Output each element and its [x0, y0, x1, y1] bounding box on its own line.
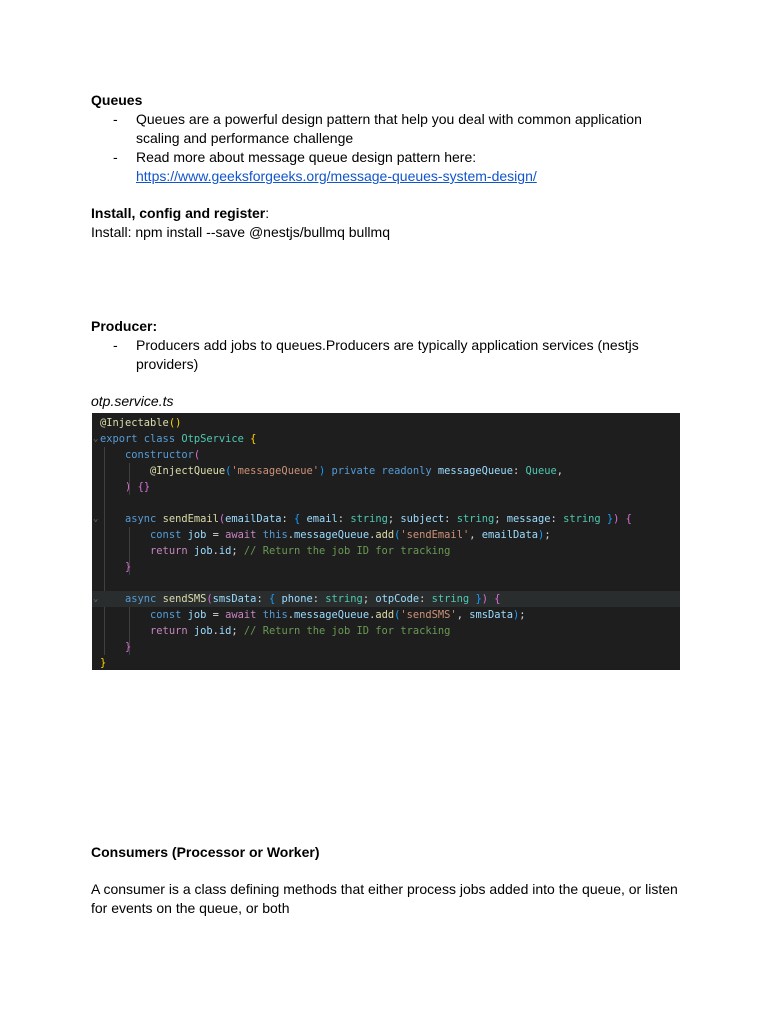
code-line [92, 655, 680, 670]
code-token: ; [231, 625, 244, 637]
code-token: : [444, 513, 457, 525]
code-token: otpCode [375, 593, 420, 605]
code-token: ) [318, 465, 326, 477]
code-token: ( [218, 513, 226, 525]
code-token: string [431, 593, 470, 605]
code-line [92, 511, 680, 527]
code-token [100, 641, 125, 653]
code-token: = [206, 529, 226, 541]
dash-bullet: - [113, 337, 118, 353]
code-token: ; [362, 593, 376, 605]
code-token [100, 609, 150, 621]
queues-item-1: Queues are a powerful design pattern that help you deal with common application scaling and performance challenge [136, 111, 642, 146]
code-token: : [512, 465, 526, 477]
code-token: message [506, 513, 551, 525]
code-token: async [125, 513, 163, 525]
code-token: ; [519, 609, 526, 621]
code-token: id [218, 545, 232, 557]
code-block [92, 413, 680, 670]
code-token: // Return the job ID for tracking [243, 625, 451, 637]
consumers-heading: Consumers (Processor or Worker) [91, 844, 320, 860]
code-token: , [556, 465, 564, 477]
code-text [100, 463, 563, 479]
code-token: job [187, 609, 207, 621]
code-token: . [369, 529, 376, 541]
code-text [100, 479, 150, 495]
code-token: email [306, 513, 338, 525]
code-filename: otp.service.ts [91, 393, 174, 409]
producer-heading: Producer: [91, 318, 158, 334]
code-line [92, 415, 680, 431]
code-token: . [287, 529, 294, 541]
producer-list [91, 336, 651, 374]
list-item [91, 336, 651, 374]
code-text [100, 623, 450, 639]
code-token: . [212, 625, 219, 637]
code-token: } [125, 641, 132, 653]
queues-list [91, 110, 651, 186]
code-token: await [225, 609, 263, 621]
code-token: messageQueue [294, 609, 370, 621]
code-token: @InjectQueue [150, 465, 226, 477]
code-token [100, 513, 125, 525]
code-token: messageQueue [437, 465, 513, 477]
code-token: ( [225, 465, 232, 477]
code-token: { [494, 593, 501, 605]
list-item [91, 110, 651, 148]
code-token: const [150, 609, 188, 621]
code-token: ; [544, 529, 551, 541]
code-token: : [550, 513, 564, 525]
fold-chevron-icon[interactable]: ⌄ [93, 434, 99, 444]
code-token: , [456, 609, 470, 621]
code-line [92, 623, 680, 639]
code-token: } [125, 561, 132, 573]
code-token: : [419, 593, 432, 605]
code-token: job [187, 529, 207, 541]
code-text [100, 511, 632, 527]
code-token: ) [538, 529, 545, 541]
code-token [100, 625, 150, 637]
code-token: phone [281, 593, 313, 605]
list-item [91, 148, 651, 186]
dash-bullet: - [113, 149, 118, 165]
code-line [92, 639, 680, 655]
code-line [92, 543, 680, 559]
code-token [100, 561, 125, 573]
fold-chevron-icon[interactable]: ⌄ [93, 594, 99, 604]
code-token: constructor [125, 449, 194, 461]
code-token: = [206, 609, 226, 621]
code-token: id [218, 625, 232, 637]
code-token: } [100, 657, 107, 669]
install-heading-line [91, 204, 691, 223]
code-text [100, 591, 501, 607]
code-token: return [150, 545, 194, 557]
producer-item-1: Producers add jobs to queues.Producers are typically application services (nestjs providers) [136, 337, 639, 372]
code-token: ) [613, 513, 620, 525]
code-token: ; [231, 545, 244, 557]
code-token: ( [394, 609, 401, 621]
code-token: job [193, 545, 213, 557]
code-token: { [625, 513, 632, 525]
code-token: . [369, 609, 376, 621]
code-token: @Injectable [100, 417, 169, 429]
install-heading: Install, config and register [91, 205, 266, 221]
code-token: add [375, 529, 395, 541]
code-token: Queue [525, 465, 557, 477]
code-token: string [325, 593, 363, 605]
code-token: 'messageQueue' [231, 465, 319, 477]
code-text [100, 431, 256, 447]
code-token: add [375, 609, 395, 621]
code-line [92, 591, 680, 607]
code-line [92, 527, 680, 543]
code-token: : [312, 593, 326, 605]
code-token: ) [125, 481, 132, 493]
code-token [100, 481, 125, 493]
code-token: () [168, 417, 182, 429]
queues-item-2: Read more about message queue design pattern here: [136, 149, 477, 165]
code-token [100, 465, 150, 477]
dash-bullet: - [113, 111, 118, 127]
code-token: emailData [481, 529, 539, 541]
consumers-body: A consumer is a class defining methods that either process jobs added into the queue, or listen for events on the queue, or both [91, 881, 678, 916]
code-text [100, 655, 106, 670]
code-line [92, 447, 680, 463]
code-token [100, 529, 150, 541]
code-token: ( [206, 593, 213, 605]
code-token: sendSMS [162, 593, 207, 605]
code-line [92, 607, 680, 623]
install-command: Install: npm install --save @nestjs/bullmq bullmq [91, 224, 390, 240]
code-token: } [475, 593, 482, 605]
code-token: ) [481, 593, 488, 605]
code-token: return [150, 625, 194, 637]
code-token [100, 545, 150, 557]
code-text [100, 415, 181, 431]
code-token: : [281, 513, 294, 525]
code-text [100, 559, 131, 575]
code-line [92, 463, 680, 479]
code-token: } [606, 513, 614, 525]
code-token [100, 449, 125, 461]
code-token: { [268, 593, 276, 605]
code-token: ( [394, 529, 401, 541]
code-token: 'sendSMS' [400, 609, 457, 621]
code-text [100, 447, 200, 463]
code-token: subject [400, 513, 445, 525]
code-text [100, 543, 450, 559]
code-token: string [350, 513, 388, 525]
code-line [92, 575, 680, 591]
code-token: job [193, 625, 213, 637]
code-token: const [150, 529, 188, 541]
code-token: : [256, 593, 269, 605]
code-line [92, 559, 680, 575]
code-token: ( [193, 449, 201, 461]
code-token: smsData [212, 593, 257, 605]
code-token: string [563, 513, 601, 525]
code-token: { [250, 433, 257, 445]
code-token: messageQueue [294, 529, 370, 541]
code-token: await [225, 529, 263, 541]
code-text [100, 607, 526, 623]
code-token: async [125, 593, 163, 605]
code-token: string [456, 513, 495, 525]
code-text [100, 639, 131, 655]
install-heading-colon: : [265, 205, 270, 221]
code-token: . [212, 545, 219, 557]
code-token [100, 593, 125, 605]
code-token: private readonly [331, 465, 438, 477]
code-token: ; [387, 513, 401, 525]
code-token: {} [137, 481, 151, 493]
geeksforgeeks-link[interactable]: https://www.geeksforgeeks.org/message-queues-system-design/ [136, 168, 537, 184]
code-token: ) [513, 609, 520, 621]
code-text [100, 527, 551, 543]
code-token: sendEmail [162, 513, 219, 525]
code-line [92, 431, 680, 447]
code-token: export class [100, 433, 182, 445]
code-token: OtpService [181, 433, 244, 445]
code-line [92, 495, 680, 511]
code-token: emailData [225, 513, 282, 525]
code-token: // Return the job ID for tracking [243, 545, 451, 557]
code-token: this [262, 609, 288, 621]
code-token: smsData [469, 609, 514, 621]
code-token: . [287, 609, 294, 621]
code-token: { [293, 513, 301, 525]
code-token: this [262, 529, 288, 541]
code-token: 'sendEmail' [400, 529, 470, 541]
code-token: : [337, 513, 351, 525]
fold-chevron-icon[interactable]: ⌄ [93, 514, 99, 524]
code-line [92, 479, 680, 495]
queues-heading: Queues [91, 92, 143, 108]
code-token: , [469, 529, 482, 541]
code-token: ; [494, 513, 507, 525]
